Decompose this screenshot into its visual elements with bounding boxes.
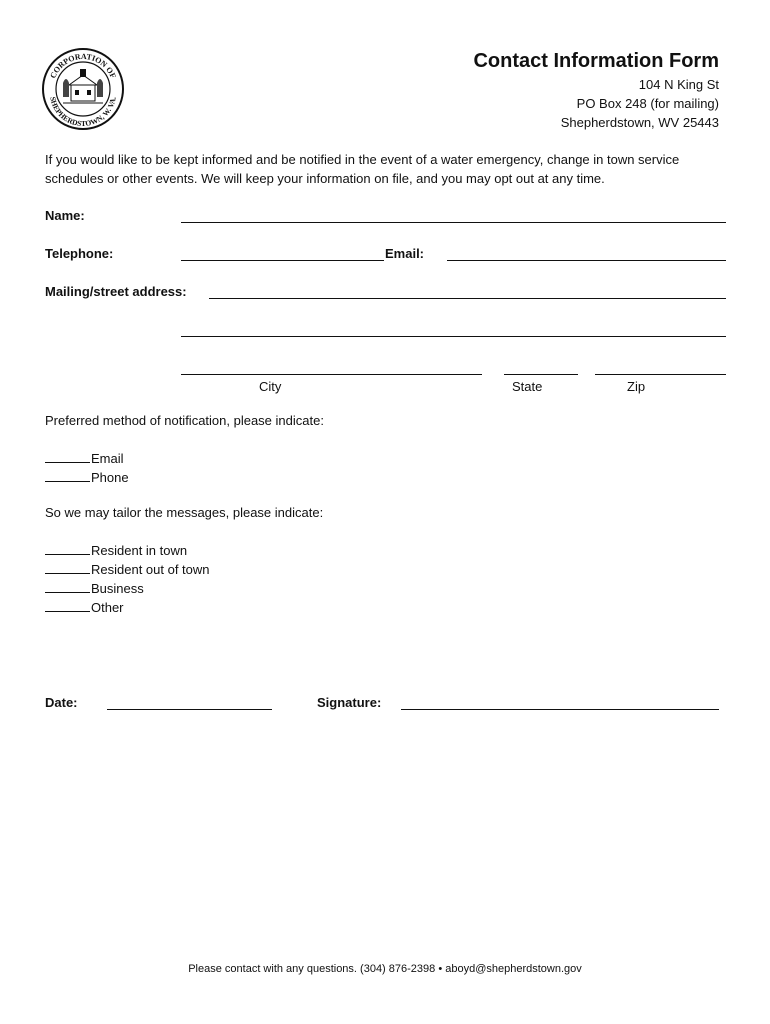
checkbox-blank[interactable] [45, 470, 90, 482]
option-label: Business [91, 581, 144, 596]
date-label: Date: [45, 695, 78, 710]
option-label: Other [91, 600, 124, 615]
telephone-field[interactable] [181, 260, 384, 261]
address-label: Mailing/street address: [45, 284, 187, 299]
notification-option-phone[interactable] [45, 470, 129, 485]
name-field[interactable] [181, 222, 726, 223]
zip-field[interactable] [595, 374, 726, 375]
checkbox-blank[interactable] [45, 581, 90, 593]
signature-label: Signature: [317, 695, 382, 710]
tailor-option-other[interactable] [45, 600, 124, 615]
email-label: Email: [385, 246, 425, 261]
checkbox-blank[interactable] [45, 543, 90, 555]
address-line-pobox: PO Box 248 (for mailing) [576, 96, 719, 111]
notification-option-email[interactable] [45, 451, 124, 466]
svg-text:SHEPHERDSTOWN, W. VA.: SHEPHERDSTOWN, W. VA. [48, 95, 118, 129]
address-line-street: 104 N King St [638, 77, 719, 92]
checkbox-blank[interactable] [45, 600, 90, 612]
option-label: Resident out of town [91, 562, 210, 577]
signature-field[interactable] [401, 709, 719, 710]
address-line-city: Shepherdstown, WV 25443 [560, 115, 719, 130]
option-label: Email [91, 451, 124, 466]
name-label: Name: [45, 208, 85, 223]
address-field-line-2[interactable] [181, 336, 726, 337]
tailor-option-resident-in-town[interactable] [45, 543, 187, 558]
checkbox-blank[interactable] [45, 451, 90, 463]
email-field[interactable] [447, 260, 726, 261]
state-caption: State [512, 379, 543, 394]
tailor-prompt: So we may tailor the messages, please indicate: [45, 505, 324, 520]
address-field-line-1[interactable] [209, 298, 726, 299]
notification-prompt: Preferred method of notification, please indicate: [45, 413, 324, 428]
telephone-label: Telephone: [45, 246, 114, 261]
option-label: Resident in town [91, 543, 188, 558]
date-field[interactable] [107, 709, 272, 710]
footer-contact: Please contact with any questions. (304) 876-2398 • aboyd@shepherdstown.gov [188, 963, 582, 975]
tailor-option-resident-out-of-town[interactable] [45, 562, 210, 577]
page-title: Contact Information Form [473, 50, 719, 72]
state-field[interactable] [504, 374, 578, 375]
svg-text:CORPORATION OF: CORPORATION OF [48, 51, 118, 80]
option-label: Phone [91, 470, 129, 485]
city-caption: City [259, 379, 282, 394]
town-seal-icon [41, 47, 125, 131]
tailor-option-business[interactable] [45, 581, 144, 596]
city-field[interactable] [181, 374, 482, 375]
zip-caption: Zip [627, 379, 646, 394]
intro-paragraph: If you would like to be kept informed and be notified in the event of a water emergency, change in town service schedules or other events. We will keep your information on file, and you may opt out at any time. [45, 152, 680, 186]
checkbox-blank[interactable] [45, 562, 90, 574]
